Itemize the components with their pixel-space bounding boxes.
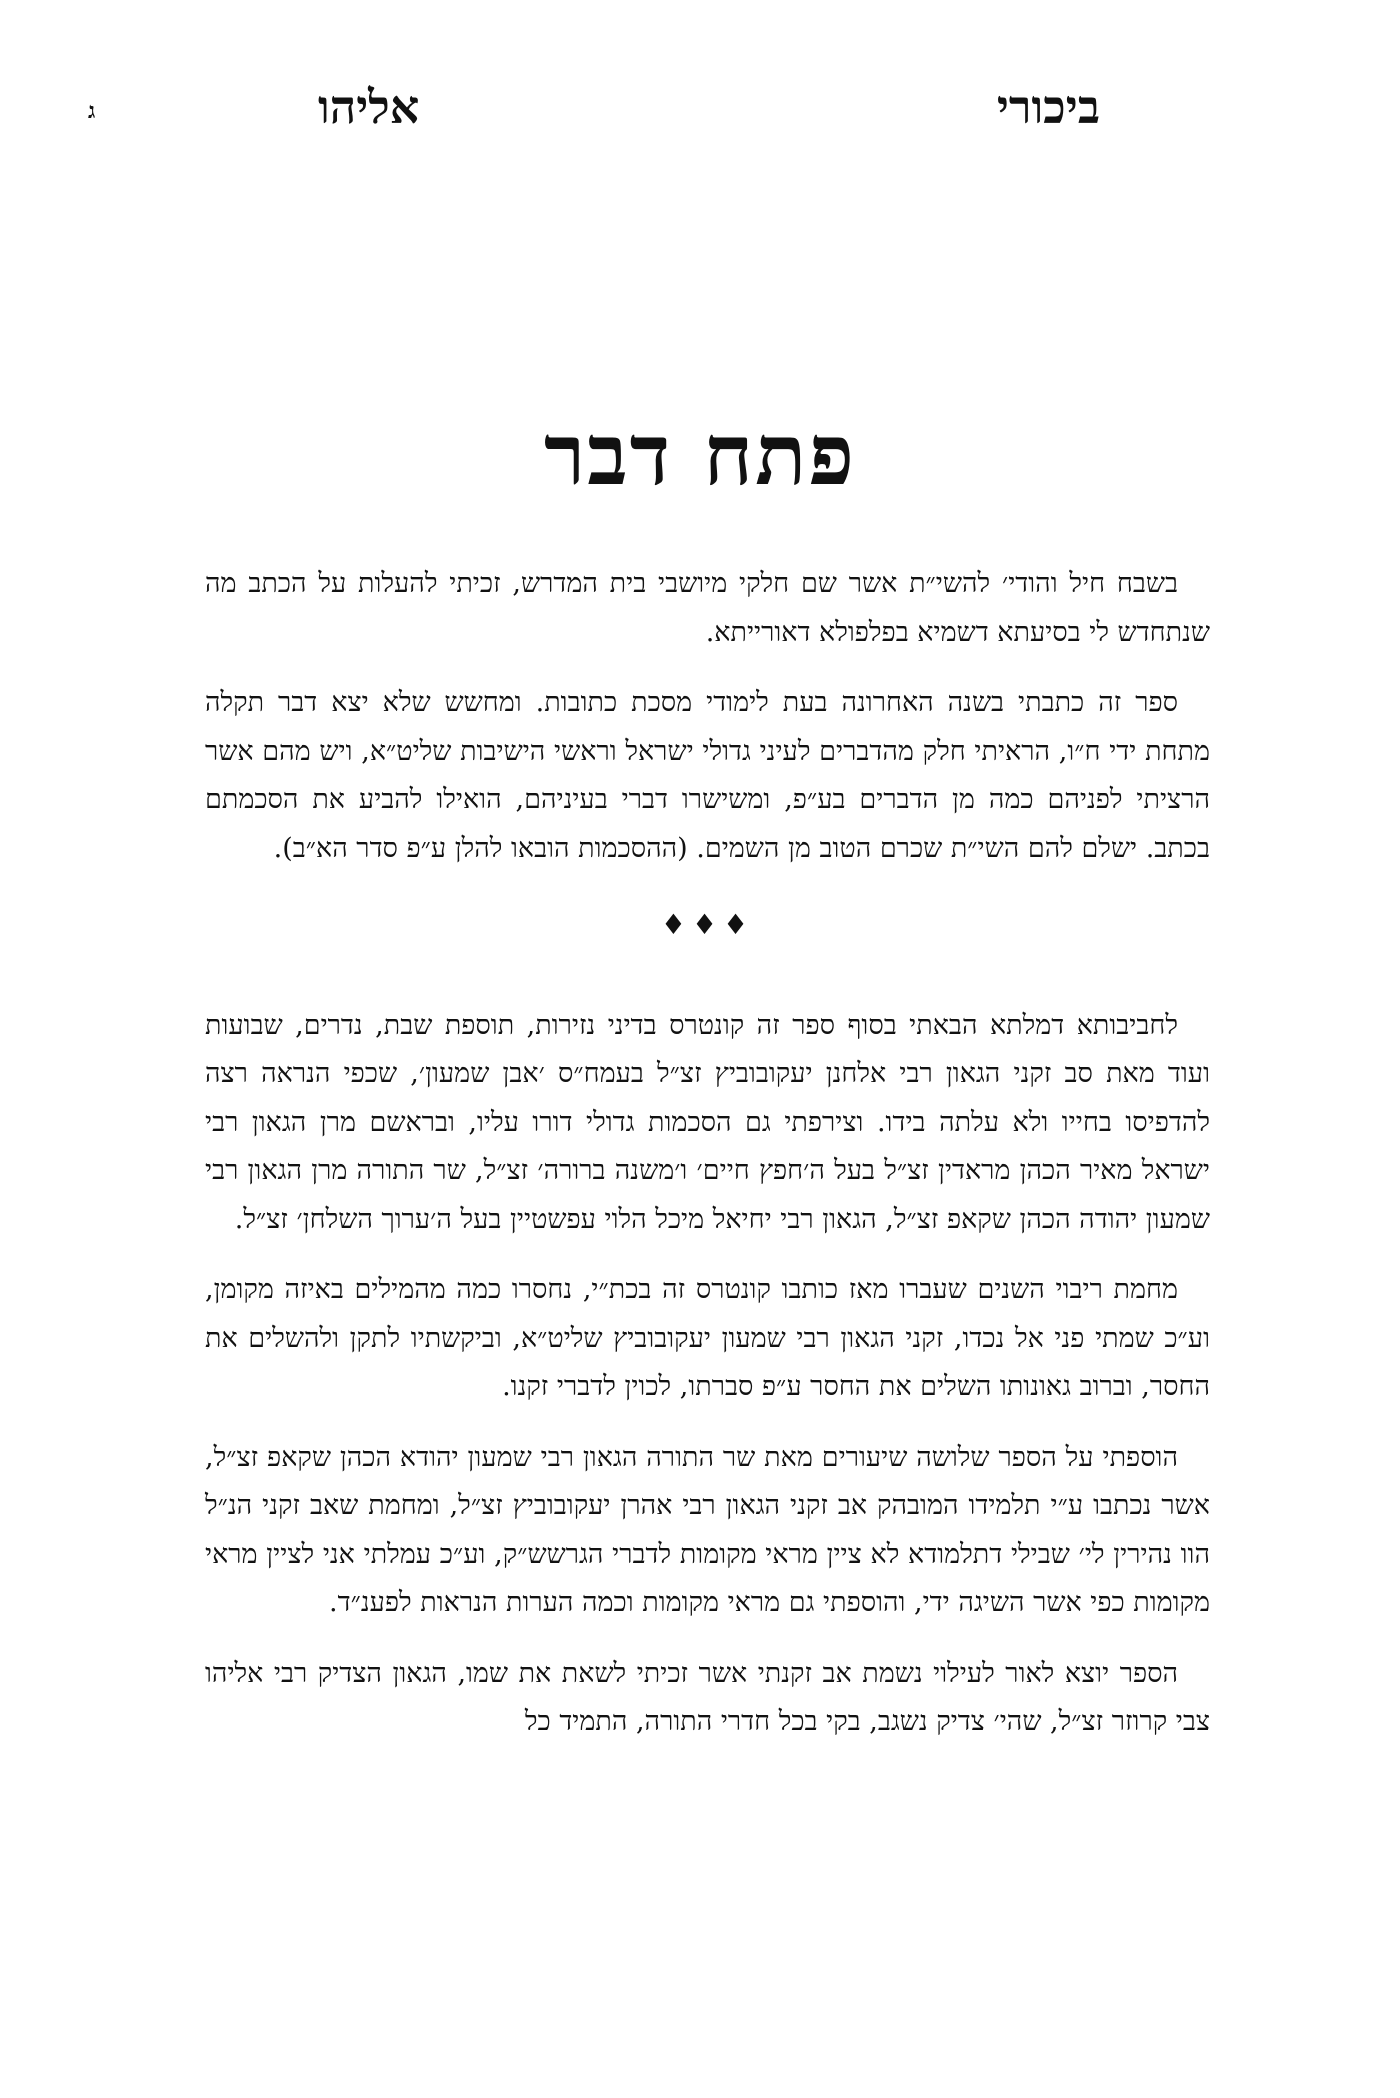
page-number: ג bbox=[88, 98, 96, 124]
book-title-part-2: אליהו bbox=[318, 80, 420, 134]
body-text bbox=[205, 560, 1210, 1769]
section-divider: ♦♦♦ bbox=[660, 908, 755, 941]
paragraph-5: הוספתי על הספר שלושה שיעורים מאת שר התורה הגאון רבי שמעון יהודא הכהן שקאפ זצ״ל, אשר נכתבו ע״י תלמידו המובהק אב זקני הגאון רבי אהרן יעקובוביץ זצ״ל, ומחמת שאב זקני הנ״ל הוו נהירין לי׳ שבילי דתלמודא לא ציין מראי מקומות לדברי הגרשש״ק, וע״כ עמלתי אני לציין מראי מקומות כפי אשר השיגה ידי, והוספתי גם מראי מקומות וכמה הערות הנראות לפענ״ד. bbox=[205, 1441, 1210, 1618]
paragraph-2: ספר זה כתבתי בשנה האחרונה בעת לימודי מסכת כתובות. ומחשש שלא יצא דבר תקלה מתחת ידי ח״ו, הראיתי חלק מהדברים לעיני גדולי ישראל וראשי הישיבות שליט״א, ויש מהם אשר הרציתי לפניהם כמה מן הדברים בע״פ, ומשישרו דברי בעיניהם, הואילו להביע את הסכמתם בכתב. ישלם להם השי״ת שכרם הטוב מן השמים. (ההסכמות הובאו להלן ע״פ סדר הא״ב). bbox=[205, 687, 1210, 864]
page-title: פתח דבר bbox=[543, 405, 857, 504]
book-title-part-1: ביכורי bbox=[996, 80, 1100, 134]
paragraph-4: מחמת ריבוי השנים שעברו מאז כותבו קונטרס זה בכת״י, נחסרו כמה מהמילים באיזה מקומן, וע״כ שמתי פני אל נכדו, זקני הגאון רבי שמעון יעקובוביץ שליט״א, וביקשתיו לתקן ולהשלים את החסר, וברוב גאונותו השלים את החסר ע״פ סברתו, לכוין לדברי זקנו. bbox=[205, 1274, 1210, 1402]
running-head bbox=[0, 80, 1400, 150]
paragraph-6: הספר יוצא לאור לעילוי נשמת אב זקנתי אשר זכיתי לשאת את שמו, הגאון הצדיק רבי אליהו צבי קרוזר זצ״ל, שהי׳ צדיק נשגב, בקי בכל חדרי התורה, התמיד כל bbox=[205, 1657, 1210, 1737]
paragraph-1: בשבח חיל והודי׳ להשי״ת אשר שם חלקי מיושבי בית המדרש, זכיתי להעלות על הכתב מה שנתחדש לי בסיעתא דשמיא בפלפולא דאורייתא. bbox=[205, 568, 1210, 648]
paragraph-3: לחביבותא דמלתא הבאתי בסוף ספר זה קונטרס בדיני נזירות, תוספת שבת, נדרים, שבועות ועוד מאת סב זקני הגאון רבי אלחנן יעקובוביץ זצ״ל בעמח״ס ׳אבן שמעון׳, שכפי הנראה רצה להדפיסו בחייו ולא עלתה בידו. וצירפתי גם הסכמות גדולי דורו עליו, ובראשם מרן הגאון רבי ישראל מאיר הכהן מראדין זצ״ל בעל ה׳חפץ חיים׳ ו׳משנה ברורה׳ זצ״ל, שר התורה מרן הגאון רבי שמעון יהודה הכהן שקאפ זצ״ל, הגאון רבי יחיאל מיכל הלוי עפשטיין בעל ה׳ערוך השלחן׳ זצ״ל. bbox=[205, 1009, 1210, 1235]
